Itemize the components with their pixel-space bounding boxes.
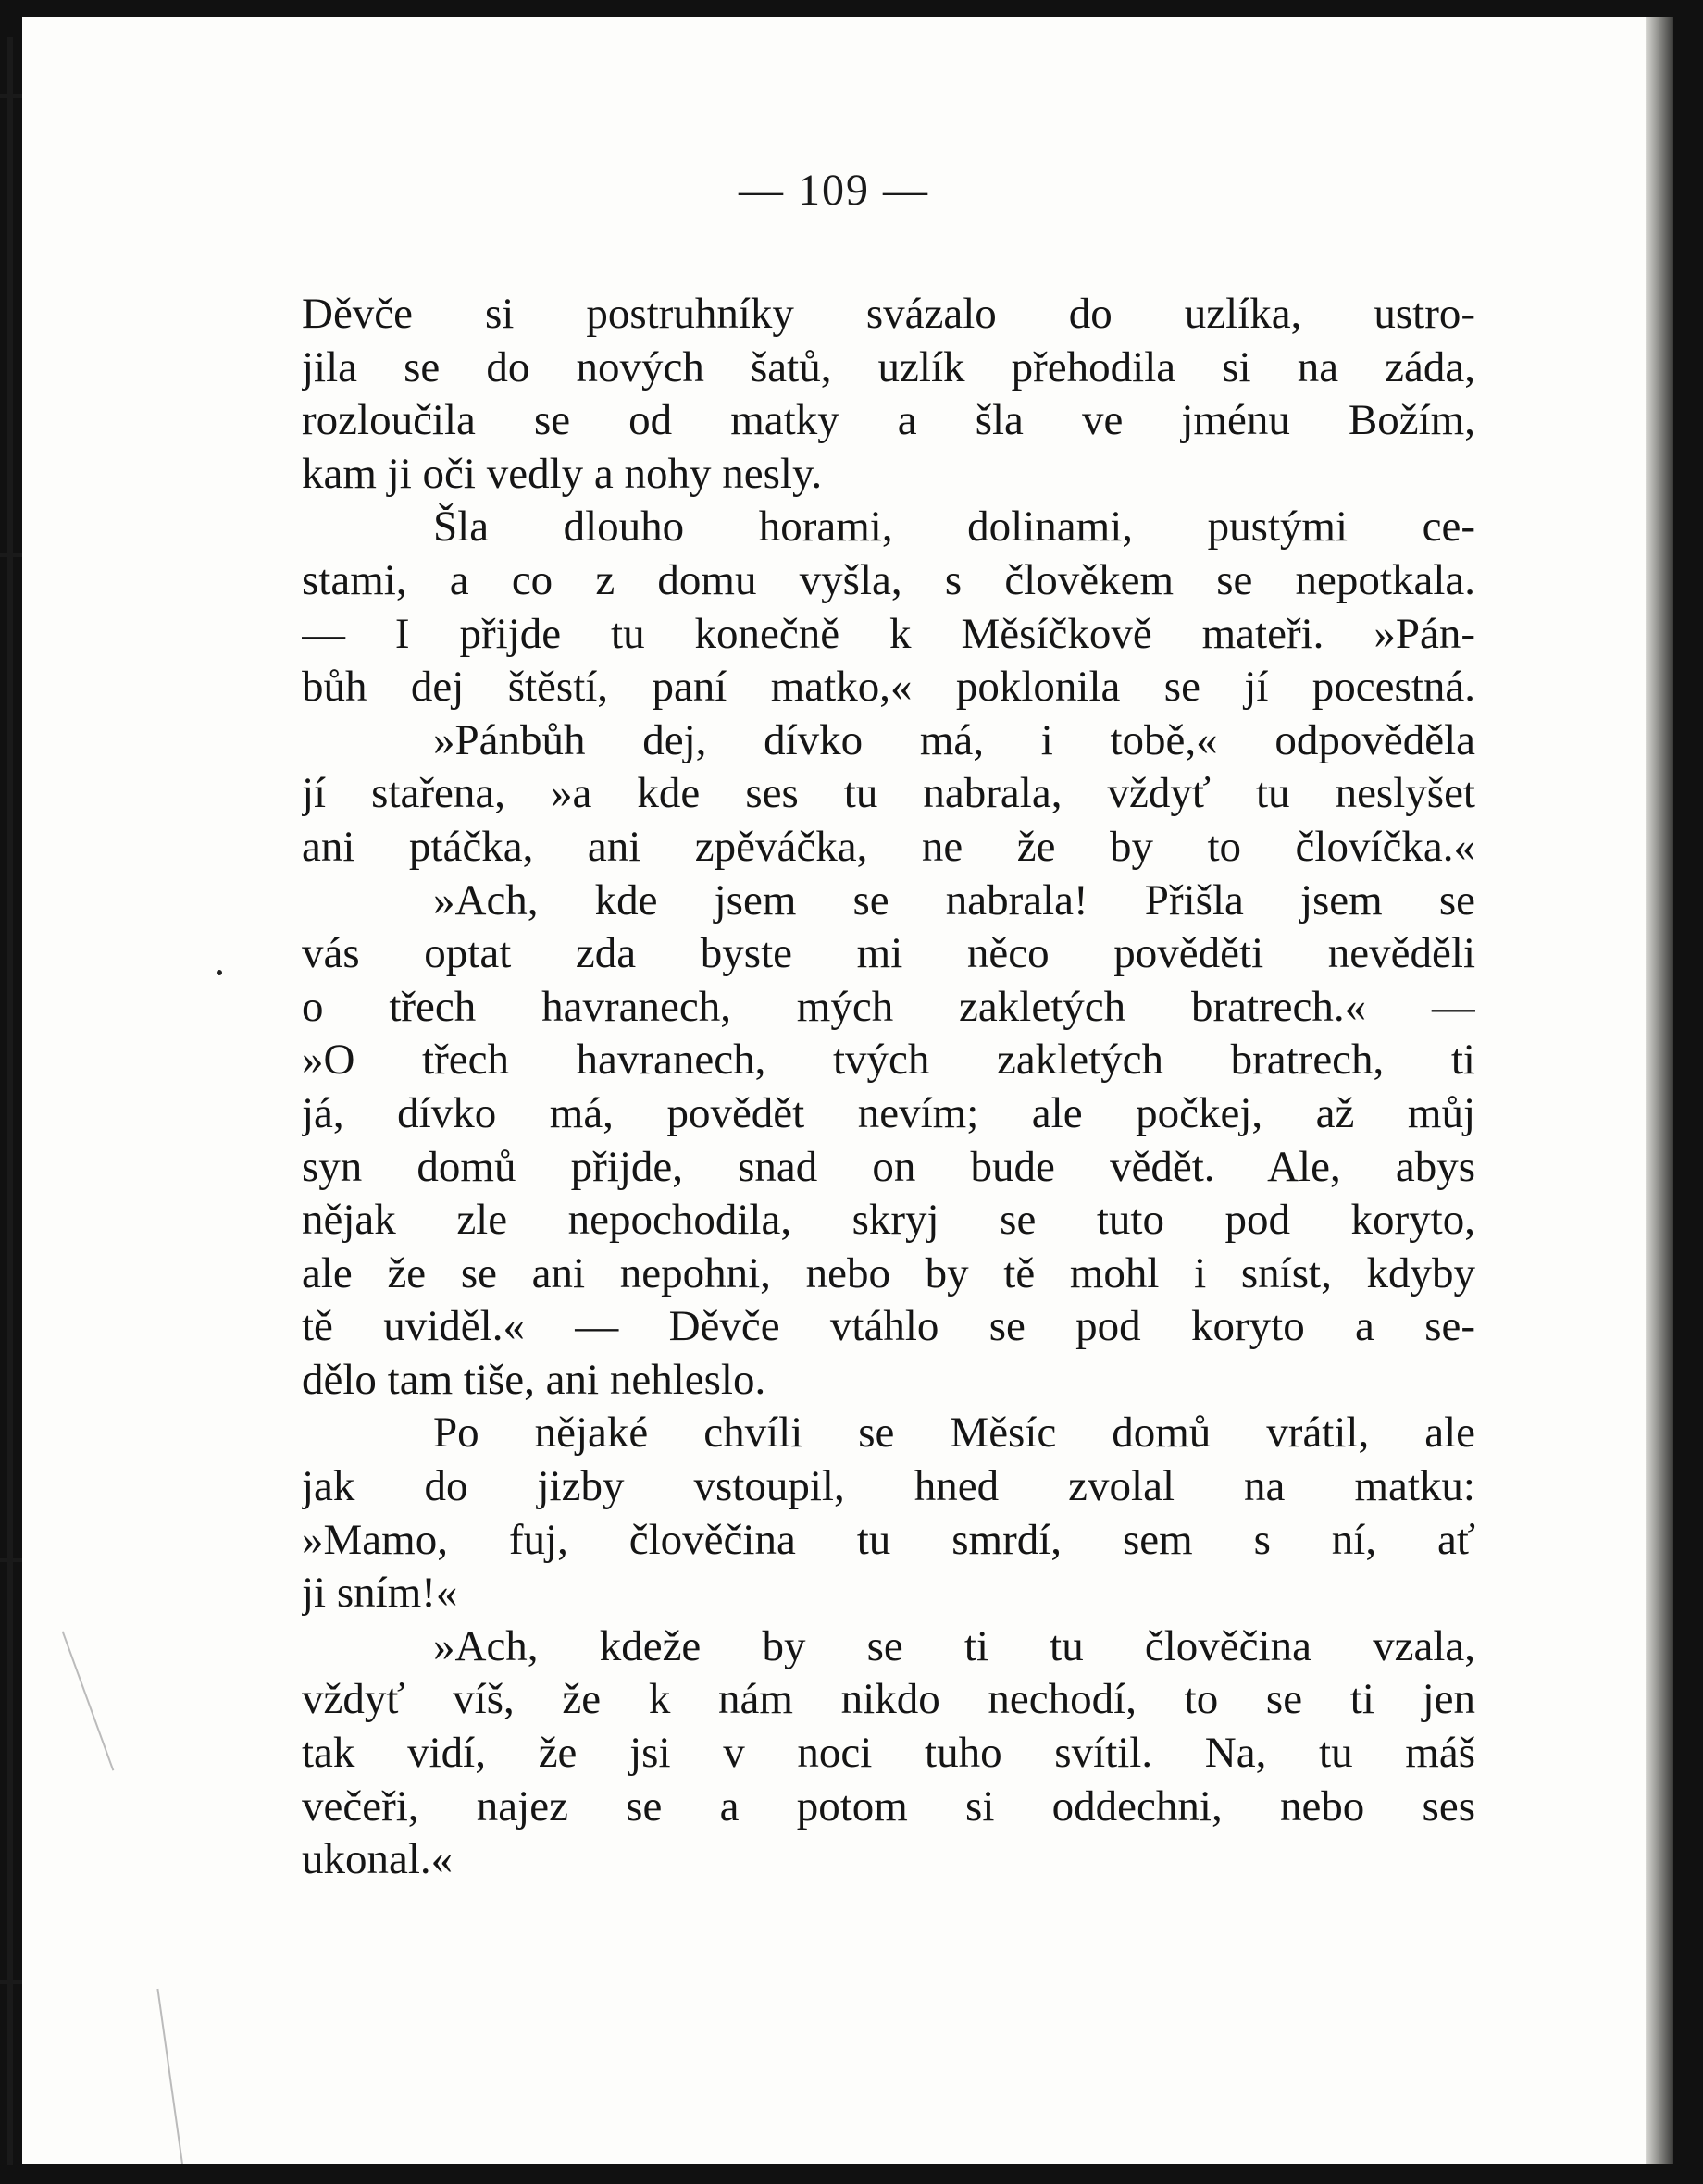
text-line: nějak zle nepochodila, skryj se tuto pod koryto, — [302, 1196, 1475, 1245]
binding-mark — [0, 94, 22, 98]
page-number: — 109 — — [739, 166, 929, 215]
text-line: »O třech havranech, tvých zakletých bratrech, ti — [302, 1036, 1475, 1085]
text-line: dělo tam tiše, ani nehleslo. — [302, 1355, 766, 1404]
text-line: tak vidí, že jsi v noci tuho svítil. Na, tu máš — [302, 1729, 1475, 1778]
scan-artifact — [156, 1989, 185, 2164]
text-line: »Ach, kde jsem se nabrala! Přišla jsem se — [433, 875, 1475, 924]
text-line: tě uviděl.« — Děvče vtáhlo se pod koryto a se- — [302, 1302, 1475, 1351]
text-line: bůh dej štěstí, paní matko,« poklonila se jí pocestná. — [302, 663, 1475, 712]
text-line: ale že se ani nepohni, nebo by tě mohl i sníst, kdyby — [302, 1248, 1475, 1297]
text-line: já, dívko má, povědět nevím; ale počkej, až můj — [302, 1088, 1475, 1137]
text-line: jila se do nových šatů, uzlík přehodila si na záda, — [302, 342, 1475, 391]
text-line: — I přijde tu konečně k Měsíčkově mateři. »Pán- — [302, 609, 1475, 658]
text-line: o třech havranech, mých zakletých bratrech.« — — [302, 982, 1475, 1031]
text-line: Šla dlouho horami, dolinami, pustými ce- — [433, 503, 1475, 552]
text-line: Po nějaké chvíli se Měsíc domů vrátil, ale — [433, 1408, 1475, 1458]
text-line: vždyť víš, že k nám nikdo nechodí, to se ti jen — [302, 1675, 1475, 1724]
binding-mark — [0, 553, 22, 557]
book-page — [22, 17, 1646, 2164]
text-line: Děvče si postruhníky svázalo do uzlíka, ustro- — [302, 290, 1475, 338]
text-line: ukonal.« — [302, 1835, 454, 1884]
ink-speck — [217, 970, 222, 975]
text-line: ani ptáčka, ani zpěváčka, ne že by to človíčka.« — [302, 822, 1475, 871]
scan-artifact — [62, 1631, 115, 1770]
text-line: vás optat zda byste mi něco pověděti nevěděli — [302, 929, 1475, 978]
binding-mark — [0, 1980, 22, 1984]
binding-edge — [7, 37, 13, 2165]
text-line: »Mamo, fuj, člověčina tu smrdí, sem s ní, ať — [302, 1515, 1475, 1564]
text-line: kam ji oči vedly a nohy nesly. — [302, 449, 823, 498]
text-line: »Pánbůh dej, dívko má, i tobě,« odpověděla — [433, 715, 1475, 764]
text-line: ji sním!« — [302, 1569, 458, 1618]
binding-mark — [0, 1558, 22, 1562]
body-text — [302, 288, 1475, 1887]
text-line: stami, a co z domu vyšla, s člověkem se nepotkala. — [302, 555, 1475, 604]
text-line: jí stařena, »a kde ses tu nabrala, vždyť tu neslyšet — [302, 769, 1475, 818]
text-line: jak do jizby vstoupil, hned zvolal na matku: — [302, 1462, 1475, 1511]
text-line: syn domů přijde, snad on bude vědět. Ale, abys — [302, 1142, 1475, 1191]
page-edge-shadow — [1646, 17, 1673, 2164]
text-line: večeři, najez se a potom si oddechni, nebo ses — [302, 1781, 1475, 1830]
text-line: rozloučila se od matky a šla ve jménu Božím, — [302, 396, 1475, 445]
text-line: »Ach, kdeže by se ti tu člověčina vzala, — [433, 1621, 1475, 1670]
